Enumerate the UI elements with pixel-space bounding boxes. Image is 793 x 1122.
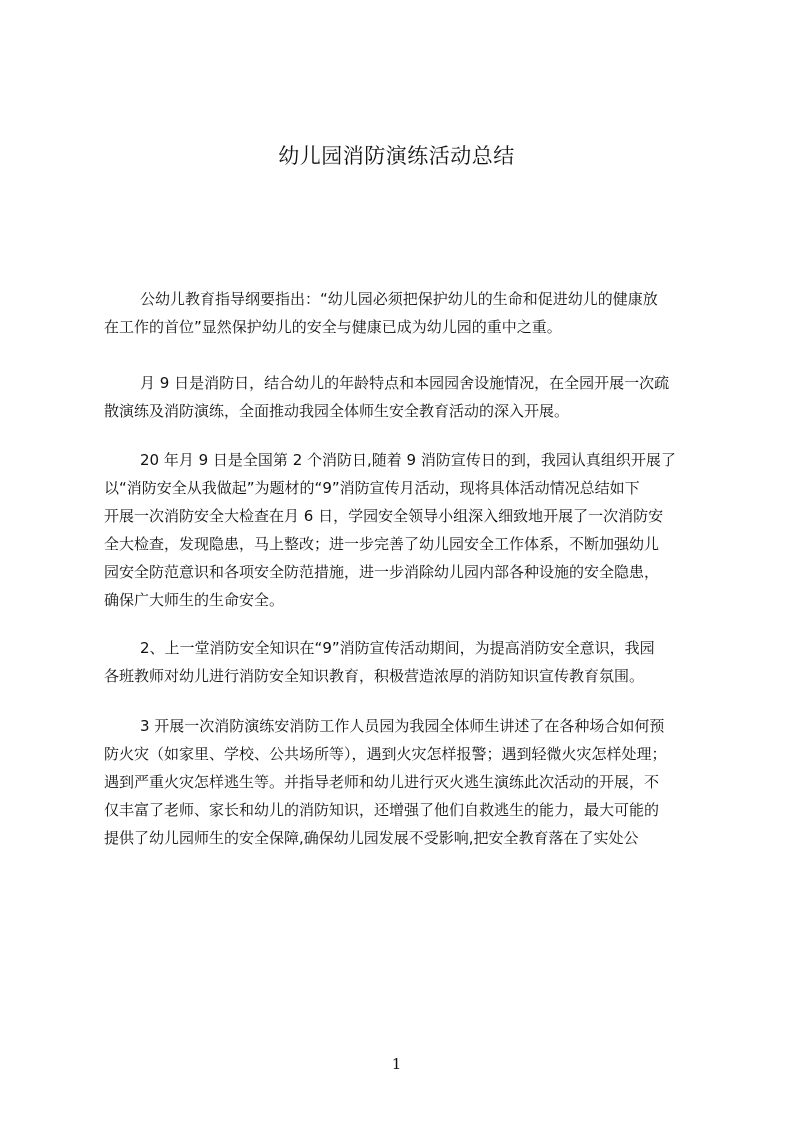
paragraph-line: 以“消防安全从我做起”为题材的“9”消防宣传月活动，现将具体活动情况总结如下 xyxy=(104,479,640,497)
paragraph-line: 确保广大师生的生命安全。 xyxy=(104,591,285,609)
paragraph-5 xyxy=(104,712,700,852)
paragraph-line: 在工作的首位”显然保护幼儿的安全与健康已成为幼儿园的重中之重。 xyxy=(104,318,562,336)
paragraph-3 xyxy=(104,446,700,614)
paragraph-line: 遇到严重火灾怎样逃生等。并指导老师和幼儿进行灭火逃生演练此次活动的开展，不 xyxy=(104,773,660,791)
paragraph-line: 开展一次消防安全大检查在月 6 日，学园安全领导小组深入细致地开展了一次消防安 xyxy=(104,507,664,525)
paragraph-line: 仅丰富了老师、家长和幼儿的消防知识，还增强了他们自救逃生的能力，最大可能的 xyxy=(104,801,660,819)
paragraph-4 xyxy=(104,634,700,690)
document-title: 幼儿园消防演练活动总结 xyxy=(278,144,515,168)
paragraph-line: 园安全防范意识和各项安全防范措施，进一步消除幼儿园内部各种设施的安全隐患， xyxy=(104,563,660,581)
paragraph-line: 月 9 日是消防日，结合幼儿的年龄特点和本园园舍设施情况，在全园开展一次疏 xyxy=(140,374,670,392)
page-number: 1 xyxy=(391,1055,402,1073)
paragraph-line: 20 年月 9 日是全国第 2 个消防日,随着 9 消防宣传日的到，我园认真组织开展了 xyxy=(140,451,676,469)
paragraph-line: 散演练及消防演练，全面推动我园全体师生安全教育活动的深入开展。 xyxy=(104,402,570,420)
paragraph-1 xyxy=(104,285,700,341)
paragraph-line: 防火灾（如家里、学校、公共场所等），遇到火灾怎样报警；遇到轻微火灾怎样处理； xyxy=(104,745,667,763)
paragraph-line: 3 开展一次消防演练安消防工作人员园为我园全体师生讲述了在各种场合如何预 xyxy=(140,717,665,735)
paragraph-line: 提供了幼儿园师生的安全保障,确保幼儿园发展不受影响,把安全教育落在了实处公 xyxy=(104,829,639,847)
paragraph-line: 全大检查，发现隐患，马上整改；进一步完善了幼儿园安全工作体系，不断加强幼儿 xyxy=(104,535,660,553)
paragraph-line: 公幼儿教育指导纲要指出：“幼儿园必须把保护幼儿的生命和促进幼儿的健康放 xyxy=(140,290,658,308)
paragraph-line: 2、上一堂消防安全知识在“9”消防宣传活动期间，为提高消防安全意识，我园 xyxy=(140,639,655,657)
paragraph-2 xyxy=(104,369,700,425)
paragraph-line: 各班教师对幼儿进行消防安全知识教育，积极营造浓厚的消防知识宣传教育氛围。 xyxy=(104,667,645,685)
